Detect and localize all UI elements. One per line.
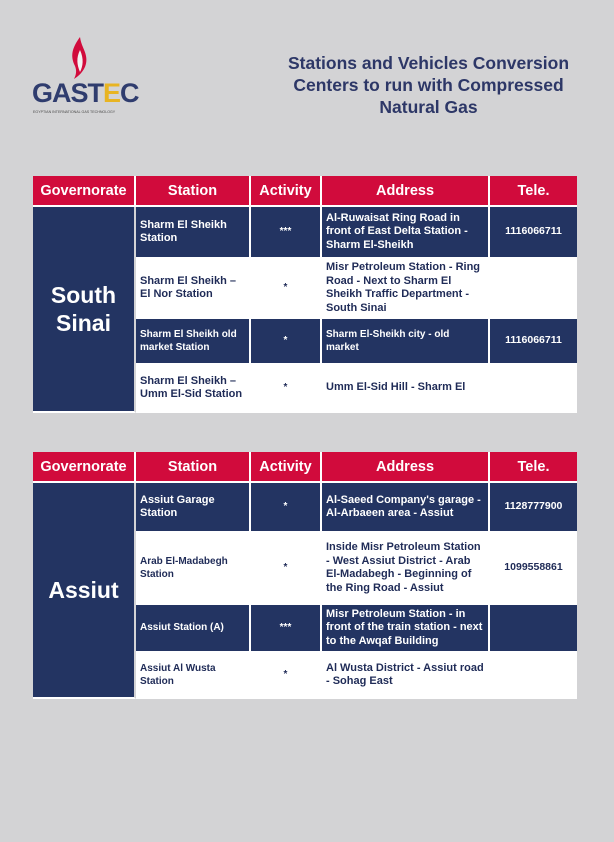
tele-cell (490, 653, 577, 699)
station-cell: Sharm El Sheikh – Umm El-Sid Station (136, 365, 251, 413)
address-cell: Al-Saeed Company's garage - Al-Arbaeen area - Assiut (322, 483, 490, 533)
activity-cell: * (251, 319, 322, 365)
logo-wordmark: GASTEC (32, 78, 139, 108)
header-activity: Activity (251, 452, 322, 483)
station-cell: Assiut Garage Station (136, 483, 251, 533)
station-cell: Assiut Station (A) (136, 605, 251, 653)
address-cell: Al Wusta District - Assiut road - Sohag East (322, 653, 490, 699)
address-cell: Misr Petroleum Station - Ring Road - Next to Sharm El Sheikh Traffic Department - South Sinai (322, 259, 490, 319)
tele-cell: 1116066711 (490, 319, 577, 365)
tele-cell (490, 365, 577, 413)
address-cell: Misr Petroleum Station - in front of the train station - next to the Awqaf Building (322, 605, 490, 653)
address-cell: Al-Ruwaisat Ring Road in front of East Delta Station - Sharm El-Sheikh (322, 207, 490, 259)
tele-cell (490, 605, 577, 653)
station-cell: Sharm El Sheikh old market Station (136, 319, 251, 365)
table-row (33, 207, 577, 259)
table-row (33, 483, 577, 533)
activity-cell: *** (251, 207, 322, 259)
gastec-logo (30, 36, 139, 116)
station-cell: Assiut Al Wusta Station (136, 653, 251, 699)
station-cell: Sharm El Sheikh – El Nor Station (136, 259, 251, 319)
page-title: Stations and Vehicles Conversion Centers to run with Compressed Natural Gas (287, 53, 570, 117)
stations-table-assiut (33, 452, 577, 699)
activity-cell: * (251, 259, 322, 319)
tele-cell: 1116066711 (490, 207, 577, 259)
table-header-row (33, 176, 577, 207)
station-cell: Sharm El Sheikh Station (136, 207, 251, 259)
governorate-cell: Assiut (33, 483, 136, 699)
header-tele: Tele. (490, 176, 577, 207)
station-cell: Arab El-Madabegh Station (136, 533, 251, 605)
header-governorate: Governorate (33, 452, 136, 483)
activity-cell: * (251, 483, 322, 533)
header-activity: Activity (251, 176, 322, 207)
governorate-cell: South Sinai (33, 207, 136, 413)
header-tele: Tele. (490, 452, 577, 483)
tele-cell (490, 259, 577, 319)
header-station: Station (136, 176, 251, 207)
activity-cell: * (251, 365, 322, 413)
header-address: Address (322, 176, 490, 207)
address-cell: Sharm El-Sheikh city - old market (322, 319, 490, 365)
address-cell: Inside Misr Petroleum Station - West Assiut District - Arab El-Madabegh - Beginning of the Ring Road - Assiut (322, 533, 490, 605)
activity-cell: *** (251, 605, 322, 653)
table-header-row (33, 452, 577, 483)
header-station: Station (136, 452, 251, 483)
tele-cell: 1128777900 (490, 483, 577, 533)
address-cell: Umm El-Sid Hill - Sharm El (322, 365, 490, 413)
stations-table-south-sinai (33, 176, 577, 413)
header-address: Address (322, 452, 490, 483)
activity-cell: * (251, 533, 322, 605)
header-governorate: Governorate (33, 176, 136, 207)
activity-cell: * (251, 653, 322, 699)
logo-tagline: EGYPTIAN INTERNATIONAL GAS TECHNOLOGY (33, 110, 116, 114)
flame-icon (68, 36, 92, 80)
tele-cell: 1099558861 (490, 533, 577, 605)
